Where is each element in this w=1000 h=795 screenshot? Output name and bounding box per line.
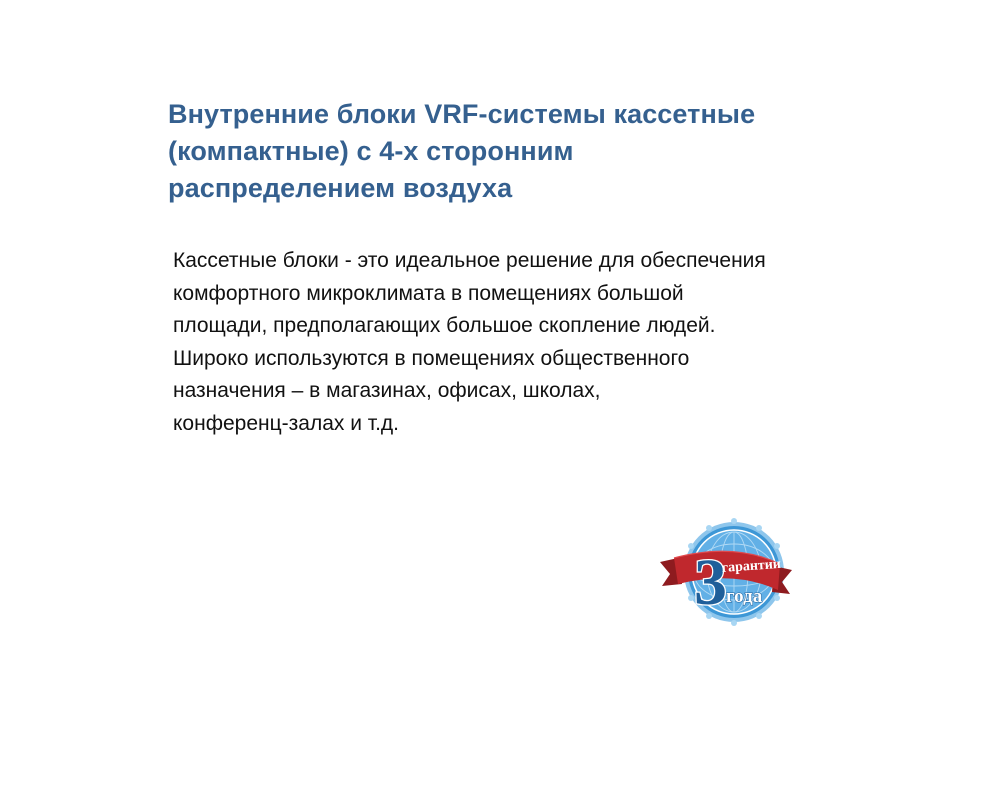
body-line: назначения – в магазинах, офисах, школах, <box>173 379 601 403</box>
badge-ribbon-text: гарантии <box>721 556 782 576</box>
slide-body <box>173 245 933 441</box>
body-line: площади, предполагающих большое скопление людей. <box>173 314 716 338</box>
warranty-badge <box>656 518 796 628</box>
body-line: Кассетные блоки - это идеальное решение для обеспечения <box>173 249 766 272</box>
slide-title <box>168 96 888 207</box>
title-line: Внутренние блоки VRF-системы кассетные <box>168 99 756 129</box>
body-line: комфортного микроклимата в помещениях большой <box>173 281 684 305</box>
badge-number: 3 <box>694 546 727 619</box>
title-line: распределением воздуха <box>168 173 513 203</box>
body-line: конференц-залах и т.д. <box>173 411 399 435</box>
badge-bottom-text: года <box>726 586 763 607</box>
title-line: (компактные) с 4-х сторонним <box>168 136 574 166</box>
body-line: Широко используются в помещениях общественного <box>173 346 690 370</box>
